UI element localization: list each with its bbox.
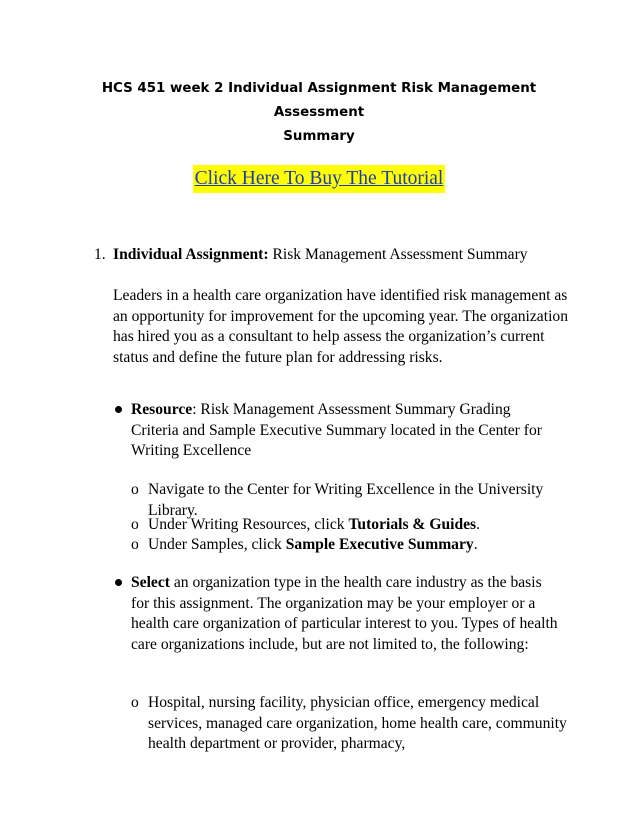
list-number: 1. — [94, 246, 106, 263]
item-heading-text: Risk Management Assessment Summary — [268, 246, 528, 263]
bullet-icon — [115, 406, 122, 413]
sub-item-navigate: Navigate to the Center for Writing Excellence in the University Library. — [148, 481, 544, 519]
buy-tutorial-link[interactable]: Click Here To Buy The Tutorial — [193, 165, 446, 193]
bullet-select-text: an organization type in the health care industry as the basis for this assignment. The organization may be your employer or a health care organization of particular interest to you. Types of health care organizations include, but are not limited to, the following: — [131, 574, 558, 654]
sub-marker: o — [131, 694, 139, 711]
title-line-2: Summary — [283, 129, 355, 144]
title-line-1: HCS 451 week 2 Individual Assignment Risk Management Assessment — [101, 81, 537, 120]
bullet-select — [131, 573, 561, 656]
sub-item-bold: Sample Executive Summary — [285, 536, 474, 553]
bullet-resource-text: : Risk Management Assessment Summary Grading Criteria and Sample Executive Summary located in the Center for Writing Excellence — [131, 401, 542, 460]
item-heading — [113, 245, 583, 266]
sub-item-samples — [148, 535, 568, 556]
intro-paragraph: Leaders in a health care organization have identified risk management as an opportunity for improvement for the upcoming year. The organization has hired you as a consultant to help assess the organization’s current status and define the future plan for addressing risks. — [113, 287, 568, 367]
sub-item-text: . — [476, 516, 481, 533]
bullet-resource-bold: Resource — [131, 401, 193, 418]
sub-item-text: Under Samples, click — [148, 536, 286, 553]
sub-marker: o — [131, 536, 139, 553]
buy-link-container — [0, 165, 638, 193]
item-heading-bold: Individual Assignment: — [113, 246, 269, 263]
sub-item-writing-resources — [148, 515, 568, 536]
sub-item-text: . — [473, 536, 478, 553]
bullet-icon — [115, 579, 122, 586]
sub-item-organization-types: Hospital, nursing facility, physician office, emergency medical services, managed care organization, home health care, community health department or provider, pharmacy, — [148, 694, 567, 753]
document-title — [60, 77, 578, 149]
bullet-select-bold: Select — [131, 574, 170, 591]
bullet-resource — [131, 400, 561, 462]
sub-marker: o — [131, 516, 139, 533]
sub-item-bold: Tutorials & Guides — [348, 516, 477, 533]
sub-marker: o — [131, 481, 139, 498]
sub-item-text: Under Writing Resources, click — [148, 516, 349, 533]
